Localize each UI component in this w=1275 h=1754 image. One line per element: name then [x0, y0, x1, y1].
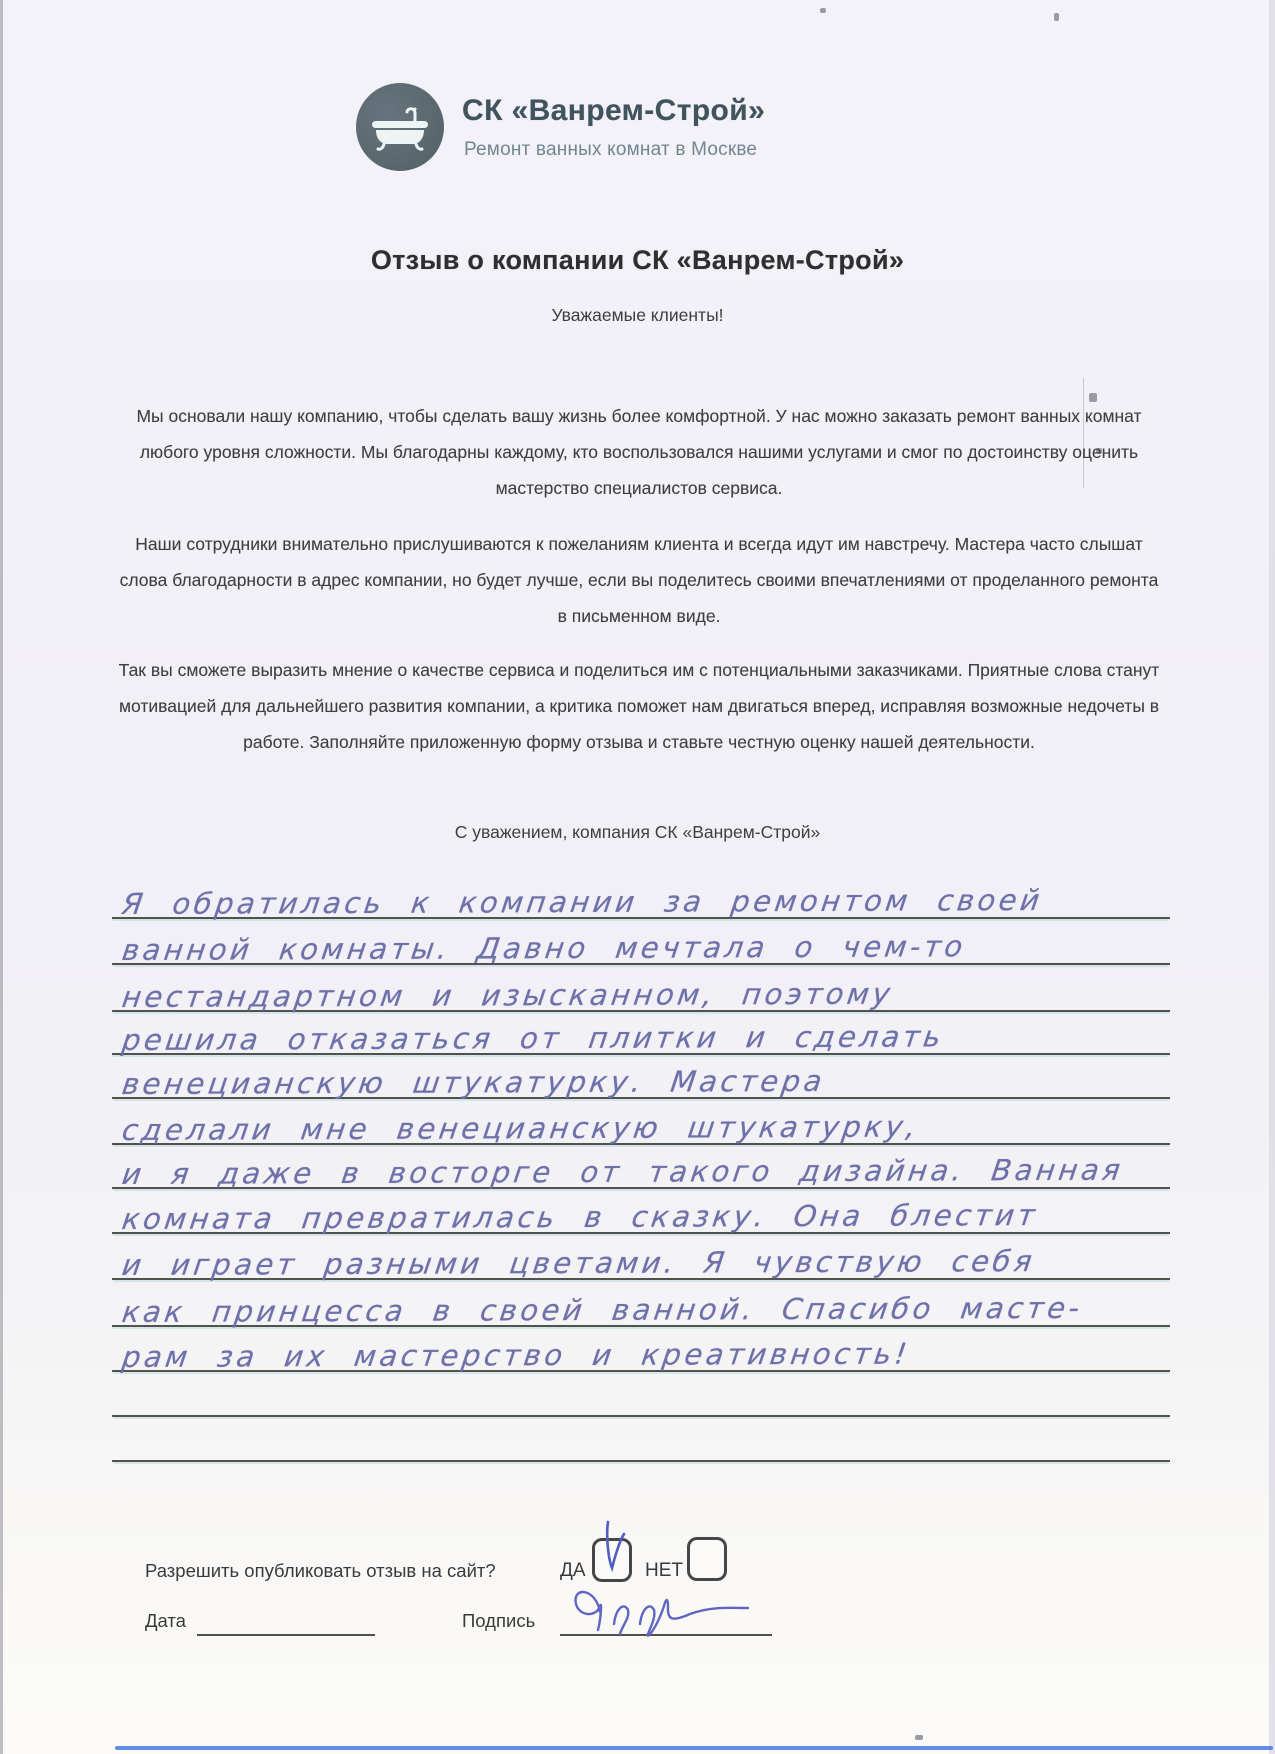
ruled-line — [112, 1329, 1170, 1372]
yes-label: ДА — [560, 1560, 586, 1581]
scan-speck — [820, 8, 826, 13]
intro-paragraph-3: Так вы сможете выразить мнение о качестве сервиса и поделиться им с потенциальными заказчиками. Приятные слова станут мотивацией для дальнейшего развития компании, а критика поможет нам двигаться вперед, исправляя возможные недочеты в работе. Заполняйте приложенную форму отзыва и ставьте честную оценку нашей деятельности. — [118, 660, 1160, 752]
no-label: НЕТ — [645, 1560, 683, 1581]
signature-label: Подпись — [462, 1610, 536, 1631]
ruled-line — [112, 922, 1170, 965]
handwritten-text: комната превратилась в сказку. Она блестит — [120, 1198, 1041, 1236]
handwritten-text: Я обратилась к компании за ремонтом своей — [120, 882, 1046, 921]
scan-bottom-line — [115, 1746, 1273, 1750]
scan-speck — [1054, 13, 1059, 21]
date-field[interactable] — [197, 1634, 375, 1636]
ruled-line — [112, 1374, 1170, 1417]
ruled-line — [112, 1012, 1170, 1055]
handwritten-text: и я даже в восторге от такого дизайна. Ванная — [120, 1152, 1126, 1191]
company-tagline: Ремонт ванных комнат в Москве — [464, 139, 758, 160]
handwritten-text: венецианскую штукатурку. Мастера — [120, 1063, 828, 1101]
scan-speck — [915, 1735, 923, 1740]
handwritten-text: нестандартном и изысканном, поэтому — [120, 976, 896, 1014]
ruled-line — [112, 1191, 1170, 1234]
intro-paragraph-1: Мы основали нашу компанию, чтобы сделать вашу жизнь более комфортной. У нас можно заказать ремонт ванных комнат любого уровня сложности. Мы благодарны каждому, кто воспользовался нашими услугами и смог по достоинству оценить мастерство специалистов сервиса. — [136, 406, 1142, 498]
ruled-line — [112, 1237, 1170, 1280]
ruled-line — [112, 1146, 1170, 1189]
signature-scribble — [562, 1578, 832, 1640]
closing-line: С уважением, компания СК «Ванрем-Строй» — [454, 822, 821, 842]
no-checkbox[interactable] — [687, 1537, 727, 1581]
date-label: Дата — [145, 1610, 186, 1631]
intro-paragraph-2: Наши сотрудники внимательно прислушиваются к пожеланиям клиента и всегда идут им навстречу. Мастера часто слышат слова благодарности в адрес компании, но будет лучше, если вы поделитесь своими впечатлениями от проделанного ремонта в письменном виде. — [119, 534, 1159, 626]
handwritten-text: решила отказаться от плитки и сделать — [120, 1019, 947, 1057]
publish-question: Разрешить опубликовать отзыв на сайт? — [145, 1560, 496, 1581]
ruled-line — [112, 1102, 1170, 1145]
handwritten-text: сделали мне венецианскую штукатурку, — [120, 1109, 922, 1147]
company-logo — [356, 83, 444, 171]
ruled-line — [112, 876, 1170, 919]
page-title: Отзыв о компании СК «Ванрем-Строй» — [370, 245, 905, 275]
salutation: Уважаемые клиенты! — [551, 305, 724, 325]
check-mark-icon — [594, 1518, 634, 1580]
handwritten-text: и играет разными цветами. Я чувствую себя — [120, 1244, 1038, 1282]
handwritten-text: как принцесса в своей ванной. Спасибо масте- — [120, 1290, 1086, 1329]
company-name: СК «Ванрем-Строй» — [462, 94, 766, 127]
handwritten-text: ванной комнаты. Давно мечтала о чем-то — [120, 929, 969, 967]
ruled-line — [112, 1419, 1170, 1462]
handwritten-text: рам за их мастерство и креативность! — [120, 1336, 913, 1374]
ruled-line — [112, 1284, 1170, 1327]
ruled-line — [112, 969, 1170, 1012]
ruled-line — [112, 1056, 1170, 1099]
bathtub-icon — [368, 99, 432, 155]
